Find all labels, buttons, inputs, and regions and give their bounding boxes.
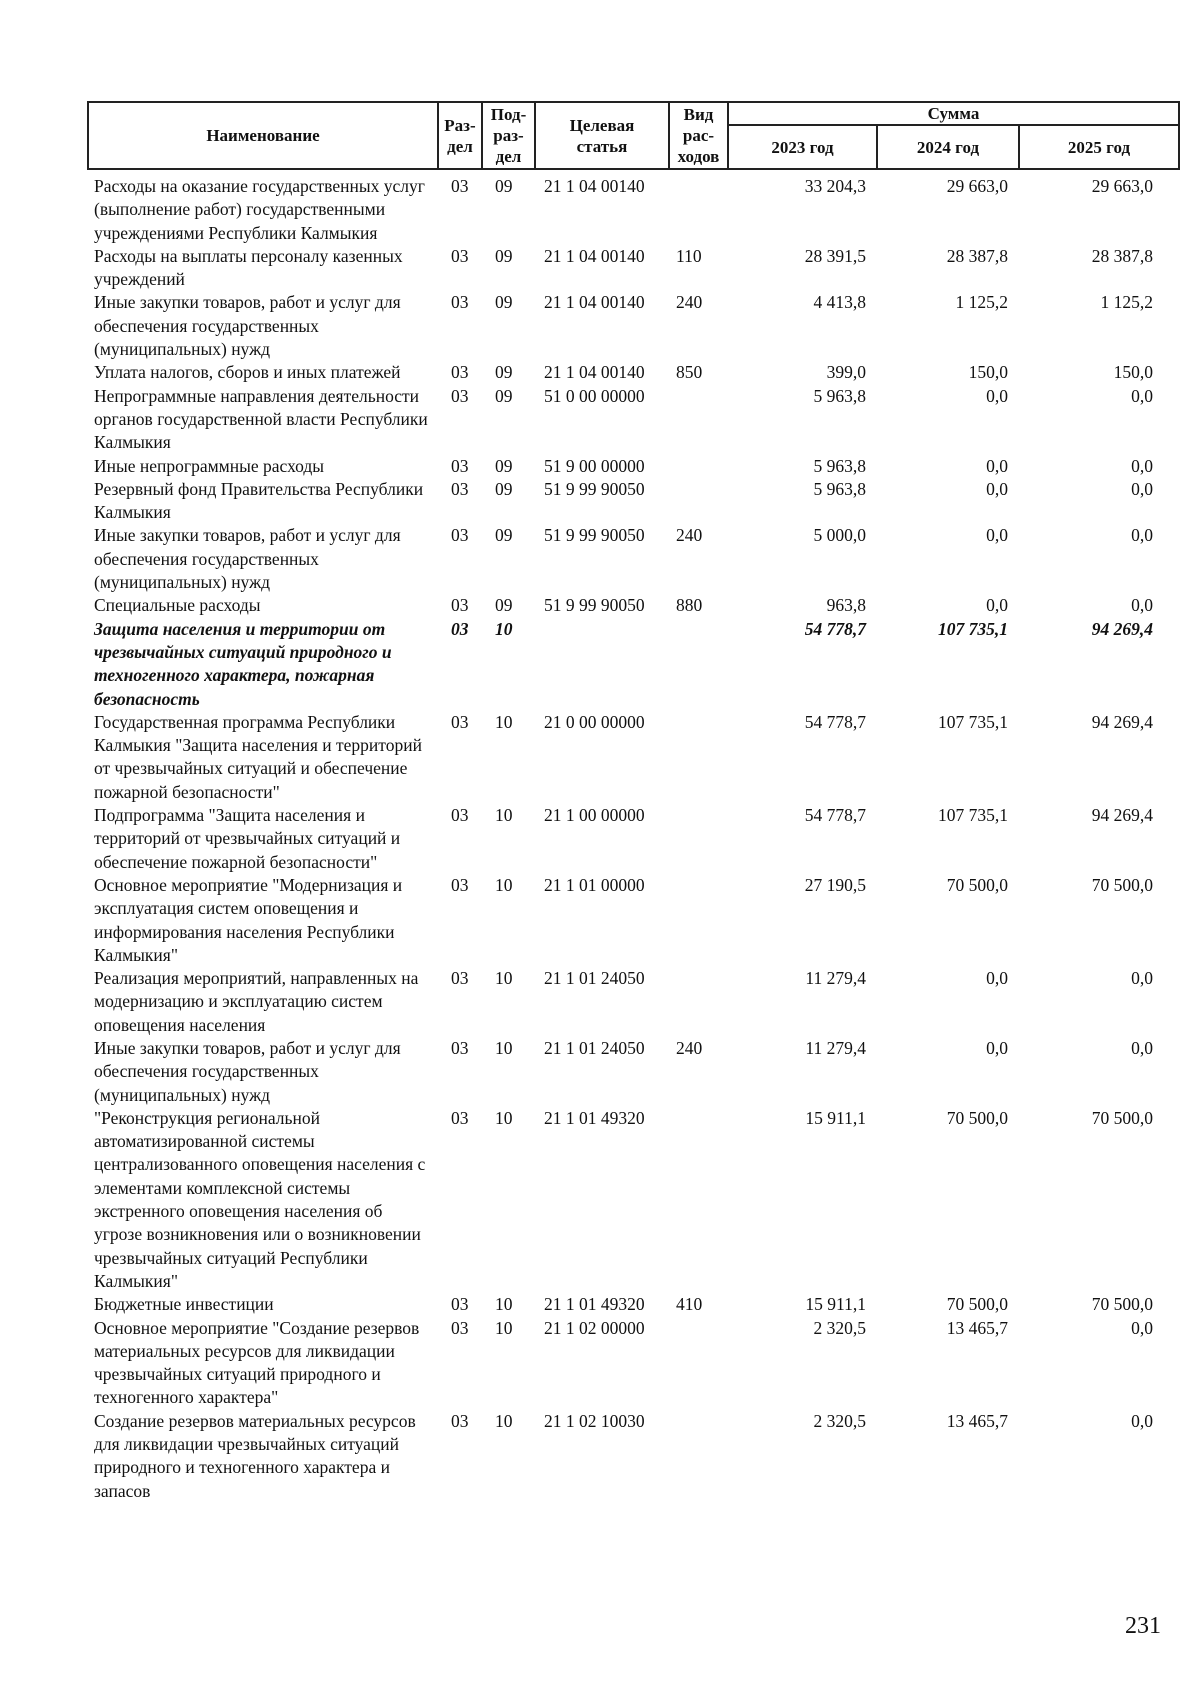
row-razdel: 03 xyxy=(451,525,469,546)
page-number: 231 xyxy=(1125,1613,1161,1639)
table-row xyxy=(87,1107,1178,1293)
row-vid xyxy=(668,455,727,478)
row-sum-2024: 107 735,1 xyxy=(938,805,1008,826)
row-target: 21 1 01 24050 xyxy=(544,1037,645,1058)
row-razdel: 03 xyxy=(451,292,469,313)
row-vid: 240 xyxy=(676,1037,703,1058)
row-vid: 850 xyxy=(676,362,703,383)
row-sum-2025: 0,0 xyxy=(1131,1410,1153,1431)
row-sum-2025: 0,0 xyxy=(1131,968,1153,989)
row-sum-2023: 28 391,5 xyxy=(804,245,866,266)
row-razdel: 03 xyxy=(451,1410,469,1431)
row-vid: 110 xyxy=(676,245,702,266)
row-target: 51 9 99 90050 xyxy=(544,478,645,499)
row-razdel: 03 xyxy=(451,385,469,406)
row-target: 21 1 01 24050 xyxy=(544,968,645,989)
row-sum-2025: 70 500,0 xyxy=(1091,1294,1153,1315)
row-name: Основное мероприятие "Модернизация и эксплуатация систем оповещения и информирования населения Республики Калмыкия" xyxy=(94,874,403,965)
row-sum-2025: 94 269,4 xyxy=(1091,618,1153,639)
row-sum-2023: 54 778,7 xyxy=(804,805,866,826)
row-sum-2023: 54 778,7 xyxy=(804,618,866,639)
row-name: Реализация мероприятий, направленных на модернизацию и эксплуатацию систем оповещения населения xyxy=(94,968,419,1035)
row-name: Государственная программа Республики Калмыкия "Защита населения и территорий от чрезвычайных ситуаций и обеспечение пожарной безопасности" xyxy=(94,711,422,802)
table-row xyxy=(87,594,1178,617)
row-razdel: 03 xyxy=(451,595,469,616)
row-sum-2023: 5 963,8 xyxy=(813,385,866,406)
row-sum-2023: 2 320,5 xyxy=(813,1317,866,1338)
row-podrazdel: 10 xyxy=(495,874,513,895)
row-sum-2023: 4 413,8 xyxy=(813,292,866,313)
row-razdel: 03 xyxy=(451,618,469,639)
row-razdel: 03 xyxy=(451,711,469,732)
row-name: Бюджетные инвестиции xyxy=(94,1294,274,1315)
row-sum-2025: 0,0 xyxy=(1131,525,1153,546)
table-row xyxy=(87,804,1178,874)
row-sum-2023: 11 279,4 xyxy=(805,1037,866,1058)
row-vid xyxy=(668,1410,727,1503)
row-razdel: 03 xyxy=(451,1037,469,1058)
row-name: "Реконструкция региональной автоматизированной системы централизованного оповещения населения с элементами комплексной системы экстренного оповещения населения об угрозе возникновения или о возникновении чрезвычайных ситуаций Республики Калмыкия" xyxy=(94,1107,426,1291)
row-sum-2024: 0,0 xyxy=(986,478,1008,499)
row-razdel: 03 xyxy=(451,1294,469,1315)
row-podrazdel: 09 xyxy=(495,176,513,196)
row-name: Иные непрограммные расходы xyxy=(94,455,325,476)
row-target: 21 1 04 00140 xyxy=(544,292,645,313)
row-vid xyxy=(668,618,727,711)
table-row xyxy=(87,1410,1178,1503)
header-vid: Вид рас- ходов xyxy=(669,102,728,169)
row-vid xyxy=(668,967,727,1037)
row-sum-2024: 107 735,1 xyxy=(938,711,1008,732)
row-razdel: 03 xyxy=(451,176,469,196)
row-name: Защита населения и территории от чрезвычайных ситуаций природного и техногенного характера, пожарная безопасность xyxy=(94,618,392,709)
row-sum-2023: 15 911,1 xyxy=(805,1107,866,1128)
row-sum-2025: 150,0 xyxy=(1113,362,1153,383)
row-sum-2025: 1 125,2 xyxy=(1100,292,1153,313)
row-podrazdel: 09 xyxy=(495,478,513,499)
row-name: Основное мероприятие "Создание резервов материальных ресурсов для ликвидации чрезвычайных ситуаций природного и техногенного характера" xyxy=(94,1317,420,1408)
row-sum-2023: 54 778,7 xyxy=(804,711,866,732)
row-sum-2023: 15 911,1 xyxy=(805,1294,866,1315)
row-vid xyxy=(668,874,727,967)
row-target: 21 1 04 00140 xyxy=(544,176,645,196)
row-target: 21 1 02 10030 xyxy=(544,1410,645,1431)
row-name: Иные закупки товаров, работ и услуг для обеспечения государственных (муниципальных) нужд xyxy=(94,525,401,593)
table-row xyxy=(87,1293,1178,1316)
row-sum-2024: 0,0 xyxy=(986,595,1008,616)
row-sum-2023: 5 000,0 xyxy=(813,525,866,546)
row-podrazdel: 10 xyxy=(495,805,513,826)
row-target: 21 1 01 49320 xyxy=(544,1294,645,1315)
row-podrazdel: 09 xyxy=(495,292,513,313)
row-target: 21 1 01 49320 xyxy=(544,1107,645,1128)
row-sum-2023: 5 963,8 xyxy=(813,455,866,476)
row-name: Специальные расходы xyxy=(94,595,261,616)
table-row xyxy=(87,245,1178,292)
row-name: Непрограммные направления деятельности органов государственной власти Республики Калмыкия xyxy=(94,385,428,453)
row-razdel: 03 xyxy=(451,1317,469,1338)
row-sum-2024: 0,0 xyxy=(986,385,1008,406)
row-sum-2023: 2 320,5 xyxy=(813,1410,866,1431)
row-vid xyxy=(668,1317,727,1410)
row-sum-2023: 5 963,8 xyxy=(813,478,866,499)
row-name: Резервный фонд Правительства Республики Калмыкия xyxy=(94,478,424,523)
table-row xyxy=(87,711,1178,804)
table-row xyxy=(87,291,1178,361)
table-row xyxy=(87,385,1178,455)
row-vid: 240 xyxy=(676,525,703,546)
row-razdel: 03 xyxy=(451,874,469,895)
row-target: 21 1 04 00140 xyxy=(544,245,645,266)
row-sum-2023: 963,8 xyxy=(826,595,866,616)
row-target: 21 1 01 00000 xyxy=(544,874,645,895)
header-name: Наименование xyxy=(88,102,438,169)
row-sum-2025: 0,0 xyxy=(1131,595,1153,616)
row-sum-2024: 0,0 xyxy=(986,1037,1008,1058)
table-row xyxy=(87,175,1178,245)
row-podrazdel: 09 xyxy=(495,245,513,266)
row-podrazdel: 10 xyxy=(495,968,513,989)
row-podrazdel: 10 xyxy=(495,1410,513,1431)
header-razdel: Раз- дел xyxy=(438,102,482,169)
row-vid xyxy=(668,711,727,804)
row-sum-2024: 0,0 xyxy=(986,968,1008,989)
row-sum-2024: 1 125,2 xyxy=(955,292,1008,313)
row-vid xyxy=(668,175,727,245)
row-sum-2024: 13 465,7 xyxy=(946,1410,1008,1431)
header-podrazdel: Под- раз- дел xyxy=(482,102,535,169)
row-podrazdel: 09 xyxy=(495,385,513,406)
row-target: 21 1 04 00140 xyxy=(544,362,645,383)
row-target: 51 0 00 00000 xyxy=(544,385,645,406)
row-sum-2025: 70 500,0 xyxy=(1091,1107,1153,1128)
row-sum-2024: 28 387,8 xyxy=(946,245,1008,266)
row-sum-2024: 0,0 xyxy=(986,455,1008,476)
row-name: Расходы на выплаты персоналу казенных учреждений xyxy=(94,245,403,290)
row-podrazdel: 09 xyxy=(495,595,513,616)
row-razdel: 03 xyxy=(451,455,469,476)
row-sum-2025: 0,0 xyxy=(1131,1317,1153,1338)
header-2025: 2025 год xyxy=(1019,125,1179,169)
row-razdel: 03 xyxy=(451,362,469,383)
row-sum-2025: 94 269,4 xyxy=(1091,805,1153,826)
row-name: Уплата налогов, сборов и иных платежей xyxy=(94,362,401,383)
table-row xyxy=(87,361,1178,384)
row-vid: 880 xyxy=(676,595,703,616)
table-header xyxy=(87,101,1180,170)
row-sum-2024: 107 735,1 xyxy=(938,618,1008,639)
row-podrazdel: 10 xyxy=(495,1317,513,1338)
row-sum-2024: 150,0 xyxy=(968,362,1008,383)
row-sum-2024: 70 500,0 xyxy=(946,1107,1008,1128)
row-sum-2025: 0,0 xyxy=(1131,385,1153,406)
row-sum-2024: 13 465,7 xyxy=(946,1317,1008,1338)
header-target: Целевая статья xyxy=(535,102,669,169)
row-podrazdel: 10 xyxy=(495,618,513,639)
row-vid: 240 xyxy=(676,292,703,313)
row-sum-2025: 28 387,8 xyxy=(1091,245,1153,266)
row-target: 21 1 00 00000 xyxy=(544,805,645,826)
row-target: 51 9 99 90050 xyxy=(544,595,645,616)
row-sum-2023: 33 204,3 xyxy=(804,176,866,196)
row-target: 51 9 00 00000 xyxy=(544,455,645,476)
table-row xyxy=(87,618,1178,711)
table-row xyxy=(87,967,1178,1037)
table-row xyxy=(87,524,1178,594)
table-row xyxy=(87,455,1178,478)
row-podrazdel: 09 xyxy=(495,362,513,383)
row-sum-2025: 0,0 xyxy=(1131,455,1153,476)
row-sum-2025: 70 500,0 xyxy=(1091,874,1153,895)
row-sum-2023: 399,0 xyxy=(826,362,866,383)
row-sum-2024: 29 663,0 xyxy=(946,176,1008,196)
row-podrazdel: 10 xyxy=(495,1037,513,1058)
row-target: 21 1 02 00000 xyxy=(544,1317,645,1338)
row-sum-2023: 27 190,5 xyxy=(804,874,866,895)
table-row xyxy=(87,1317,1178,1410)
row-sum-2025: 0,0 xyxy=(1131,478,1153,499)
row-sum-2023: 11 279,4 xyxy=(805,968,866,989)
row-razdel: 03 xyxy=(451,478,469,499)
row-podrazdel: 10 xyxy=(495,1107,513,1128)
row-name: Создание резервов материальных ресурсов для ликвидации чрезвычайных ситуаций природного и техногенного характера и запасов xyxy=(94,1410,416,1501)
row-vid: 410 xyxy=(676,1294,703,1315)
row-sum-2025: 0,0 xyxy=(1131,1037,1153,1058)
row-name: Иные закупки товаров, работ и услуг для обеспечения государственных (муниципальных) нужд xyxy=(94,1037,401,1105)
table-row xyxy=(87,478,1178,525)
header-sum: Сумма xyxy=(728,102,1179,125)
row-sum-2024: 0,0 xyxy=(986,525,1008,546)
row-podrazdel: 09 xyxy=(495,525,513,546)
row-razdel: 03 xyxy=(451,245,469,266)
row-name: Иные закупки товаров, работ и услуг для обеспечения государственных (муниципальных) нужд xyxy=(94,292,401,360)
header-2024: 2024 год xyxy=(877,125,1019,169)
row-name: Расходы на оказание государственных услуг (выполнение работ) государственными учреждениями Республики Калмыкия xyxy=(94,176,425,243)
row-target xyxy=(534,618,668,711)
row-sum-2025: 94 269,4 xyxy=(1091,711,1153,732)
table-row xyxy=(87,874,1178,967)
table-body xyxy=(87,175,1178,1503)
row-sum-2024: 70 500,0 xyxy=(946,874,1008,895)
row-sum-2024: 70 500,0 xyxy=(946,1294,1008,1315)
header-2023: 2023 год xyxy=(728,125,877,169)
row-podrazdel: 09 xyxy=(495,455,513,476)
row-podrazdel: 10 xyxy=(495,1294,513,1315)
row-target: 21 0 00 00000 xyxy=(544,711,645,732)
row-vid xyxy=(668,478,727,525)
row-razdel: 03 xyxy=(451,805,469,826)
table-row xyxy=(87,1037,1178,1107)
row-vid xyxy=(668,1107,727,1293)
row-name: Подпрограмма "Защита населения и территорий от чрезвычайных ситуаций и обеспечение пожарной безопасности" xyxy=(94,805,401,872)
row-razdel: 03 xyxy=(451,968,469,989)
row-vid xyxy=(668,804,727,874)
row-target: 51 9 99 90050 xyxy=(544,525,645,546)
row-razdel: 03 xyxy=(451,1107,469,1128)
row-podrazdel: 10 xyxy=(495,711,513,732)
row-vid xyxy=(668,385,727,455)
row-sum-2025: 29 663,0 xyxy=(1091,176,1153,196)
